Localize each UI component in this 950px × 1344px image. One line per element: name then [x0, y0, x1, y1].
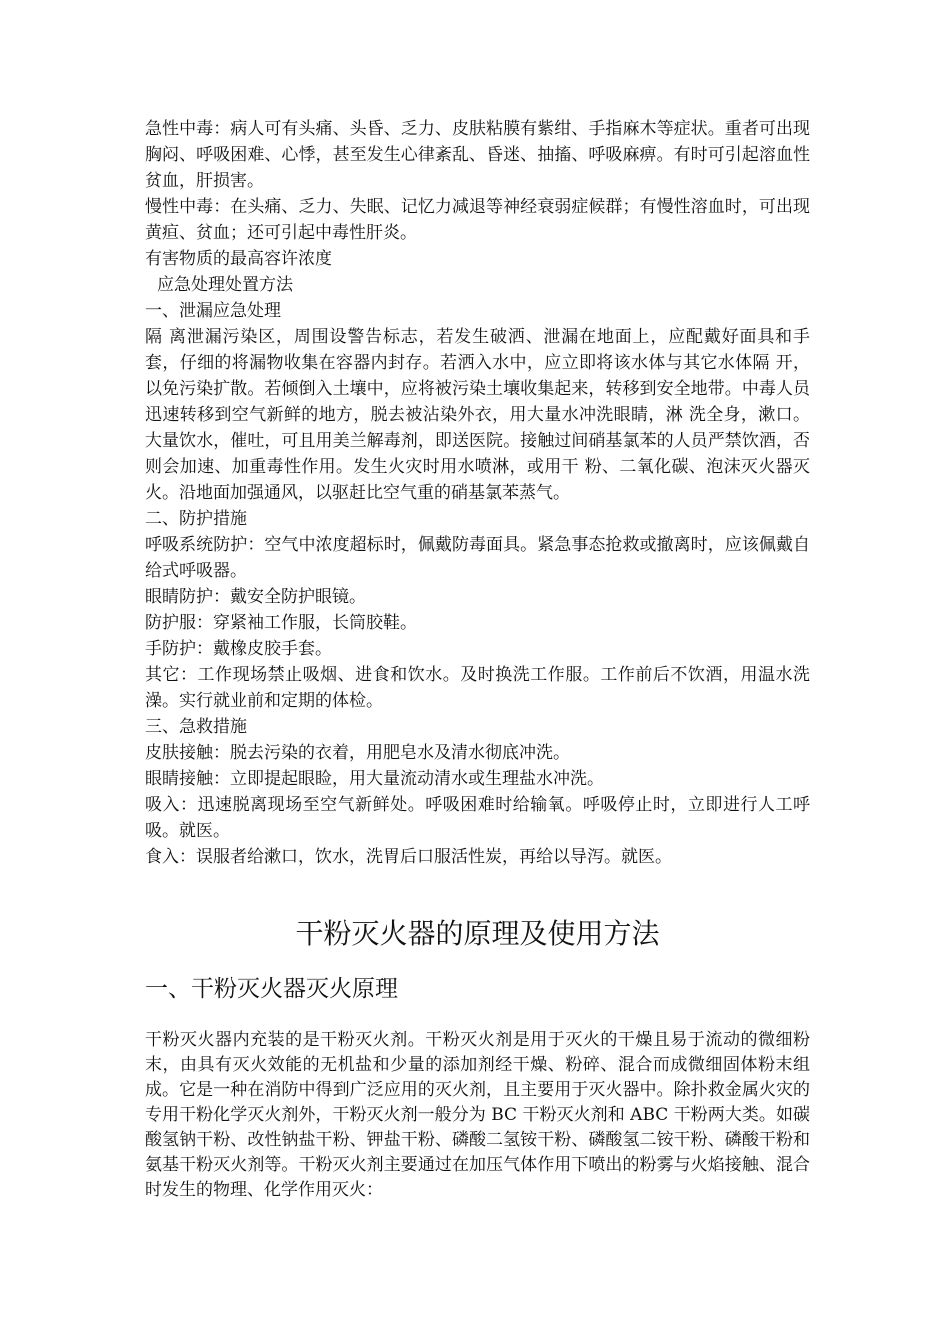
- emergency-method-title: 应急处理处置方法: [157, 275, 293, 295]
- leak-body-text: 隔 离泄漏污染区，周围设警告标志，若发生破洒、泄漏在地面上，应配戴好面具和手套，仔细的将漏物收集在容器内封存。若洒入水中，应立即将该水体与其它水体隔 开，以免污染扩散。若倾倒入土壤中，应将被污染土壤收集起来，转移到安全地带。中毒人员迅速转移到空气新鲜的地方，脱去被沾染外衣，用大量水冲洗眼睛，淋 洗全身，漱口。大量饮水，催吐，可且用美兰解毒剂，即送医院。接触过间硝基氯苯的人员严禁饮酒，否则会加速、加重毒性作用。发生火灾时用水喷淋，或用干 粉、二氧化碳、泡沫灭火器灭火。沿地面加强通风，以驱赶比空气重的硝基氯苯蒸气。: [145, 327, 810, 503]
- inhalation-text: 吸入：迅速脱离现场至空气新鲜处。呼吸困难时给输氧。呼吸停止时，立即进行人工呼吸。就医。: [145, 795, 810, 841]
- leak-heading: 一、泄漏应急处理: [145, 301, 281, 321]
- section-heading-principle: 一、干粉灭火器灭火原理: [145, 976, 398, 1002]
- protective-clothing-text: 防护服：穿紧袖工作服，长筒胶鞋。: [145, 613, 417, 633]
- principle-body-text: 干粉灭火器内充装的是干粉灭火剂。干粉灭火剂是用于灭火的干燥且易于流动的微细粉末，由具有灭火效能的无机盐和少量的添加剂经干燥、粉碎、混合而成微细固体粉末组成。它是一种在消防中得到广泛应用的灭火剂，且主要用于灭火器中。除扑救金属火灾的专用干粉化学灭火剂外，干粉灭火剂一般分为 BC 干粉灭火剂和 ABC 干粉两大类。如碳酸氢钠干粉、改性钠盐干粉、钾盐干粉、磷酸二氢铵干粉、磷酸氢二铵干粉、磷酸干粉和氨基干粉灭火剂等。干粉灭火剂主要通过在加压气体作用下喷出的粉雾与火焰接触、混合时发生的物理、化学作用灭火：: [145, 1030, 810, 1200]
- first-aid-heading: 三、急救措施: [145, 717, 247, 737]
- other-protection-text: 其它：工作现场禁止吸烟、进食和饮水。及时换洗工作服。工作前后不饮酒，用温水洗澡。实行就业前和定期的体检。: [145, 665, 810, 711]
- ingestion-text: 食入：误服者给漱口，饮水，洗胃后口服活性炭，再给以导泻。就医。: [145, 847, 672, 867]
- document-page: [145, 116, 810, 1203]
- acute-poisoning-text: 急性中毒：病人可有头痛、头昏、乏力、皮肤粘膜有紫绀、手指麻木等症状。重者可出现胸闷、呼吸困难、心悸，甚至发生心律紊乱、昏迷、抽搐、呼吸麻痹。有时可引起溶血性贫血，肝损害。: [145, 119, 810, 191]
- chronic-poisoning-text: 慢性中毒：在头痛、乏力、失眠、记忆力减退等神经衰弱症候群；有慢性溶血时，可出现黄疸、贫血；还可引起中毒性肝炎。: [145, 197, 810, 243]
- protection-heading: 二、防护措施: [145, 509, 247, 529]
- hand-protection-text: 手防护：戴橡皮胶手套。: [145, 639, 332, 659]
- eye-contact-text: 眼睛接触：立即提起眼睑，用大量流动清水或生理盐水冲洗。: [145, 769, 604, 789]
- eye-protection-text: 眼睛防护：戴安全防护眼镜。: [145, 587, 366, 607]
- article-title: 干粉灭火器的原理及使用方法: [295, 917, 660, 950]
- max-concentration-text: 有害物质的最高容许浓度: [145, 249, 332, 269]
- respiratory-protection-text: 呼吸系统防护：空气中浓度超标时，佩戴防毒面具。紧急事态抢救或撤离时，应该佩戴自给式呼吸器。: [145, 535, 810, 581]
- skin-contact-text: 皮肤接触：脱去污染的衣着，用肥皂水及清水彻底冲洗。: [145, 743, 570, 763]
